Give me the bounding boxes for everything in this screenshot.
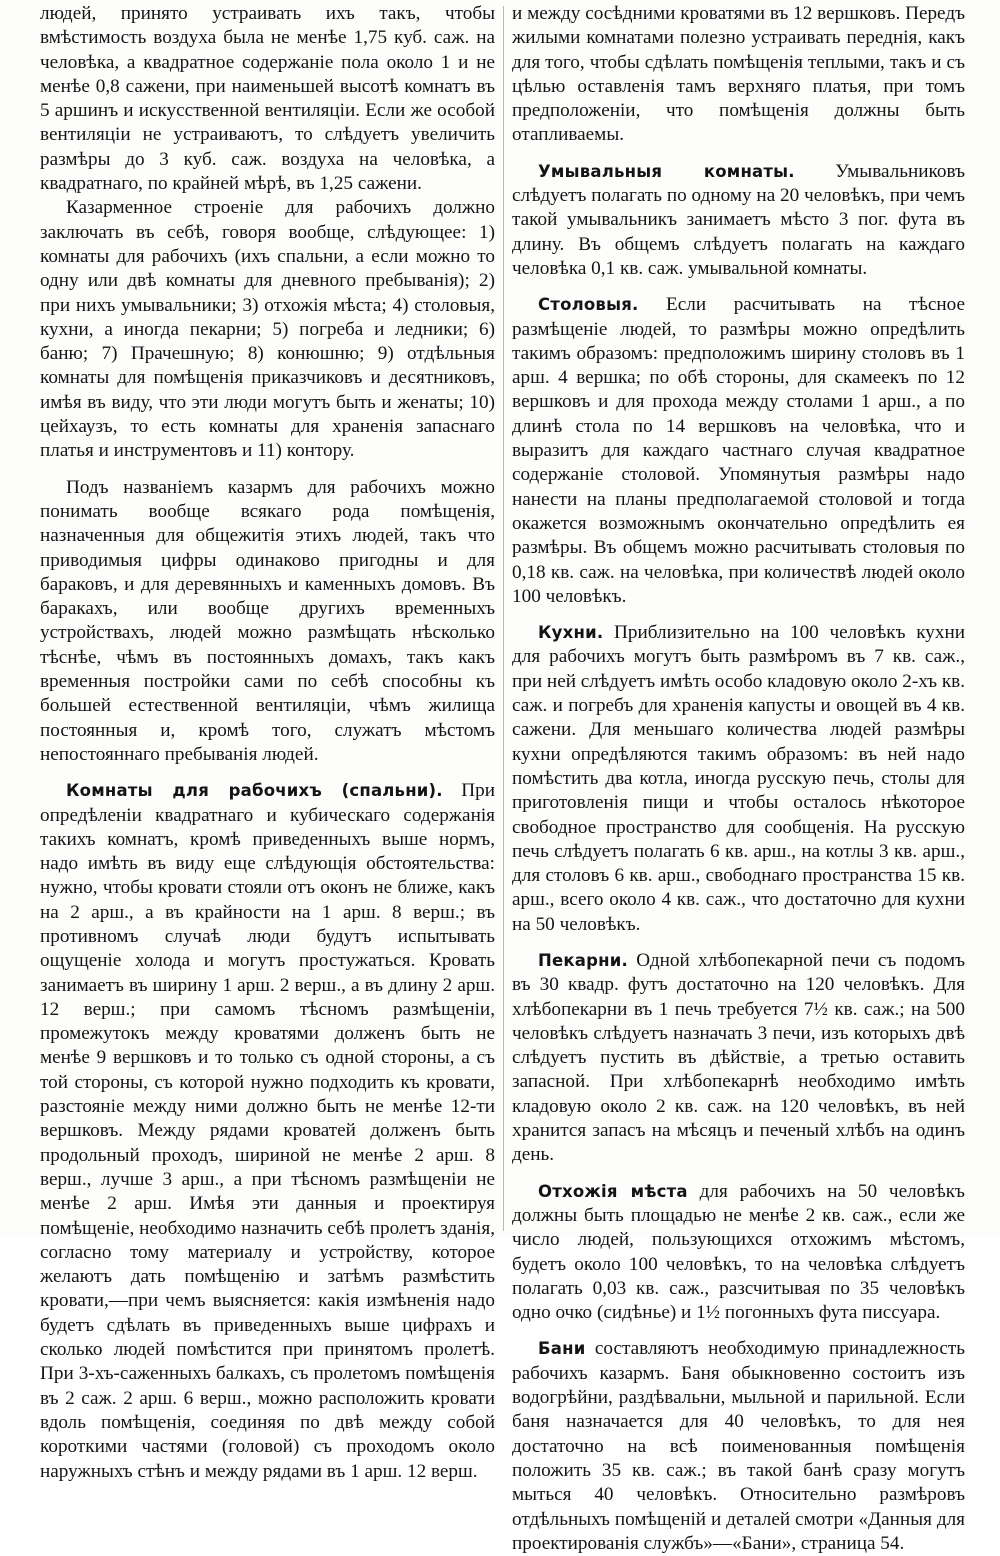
text-kitchens: Приблизительно на 100 человѣкъ кухни для рабочихъ могутъ быть размѣромъ въ 7 кв. саж., при ней слѣдуетъ имѣть особо кладовую около 2-хъ кв. саж. и погребъ для храненія капусты и овощей въ 4 кв. сажени. Для меньшаго количества людей размѣры кухни опредѣляются такимъ образомъ: въ ней надо помѣстить два котла, иногда русскую печь, столы для приготовленія пищи и чтобы осталось нѣкоторое свободное пространство для сообщенія. На русскую печь слѣдуетъ полагать 6 кв. арш., на котлы 3 кв. арш., для столовъ 6 кв. арш., свободнаго пространства 15 кв. арш., всего около 4 кв. саж., что достаточно для кухни на 50 человѣкъ. <box>512 622 965 935</box>
text-latrines: для рабочихъ на 50 человѣкъ должны быть площадью не менѣе 2 кв. саж., если же число людей, пользующихся отхожимъ мѣстомъ, будетъ около 100 человѣкъ, то на человѣка слѣдуетъ полагать 0,03 кв. саж., разсчитывая по 35 человѣкъ одно очко (сидѣнье) и 1½ погонныхъ фута писсуара. <box>512 1180 965 1324</box>
paragraph-barracks-definition: Подъ названіемъ казармъ для рабочихъ можно понимать вообще всякаго рода помѣщенія, назначенныя для общежитія этихъ людей, такъ что приводимыя цифры одинаково пригодны и для бараковъ, и для деревянныхъ и каменныхъ домовъ. Въ баракахъ, или вообще другихъ временныхъ устройствахъ, людей можно размѣщать нѣсколько тѣснѣе, чѣмъ въ постоянныхъ домахъ, такъ какъ временныя постройки сами по себѣ способны къ большей естественной вентиляціи, чѣмъ жилища постоянныя и, кромѣ того, служатъ мѣстомъ непостояннаго пребыванія людей. <box>40 476 495 765</box>
heading-bathhouses: Бани <box>538 1339 586 1359</box>
column-divider <box>503 6 504 1231</box>
paragraph-bathhouses <box>512 1337 965 1556</box>
heading-latrines: Отхожія мѣста <box>538 1181 688 1201</box>
left-column <box>40 2 495 1484</box>
heading-dining-rooms: Столовыя. <box>538 295 639 315</box>
right-column <box>512 2 965 1556</box>
paragraph-bakeries <box>512 949 965 1168</box>
paragraph-latrines <box>512 1180 965 1326</box>
paragraph-kitchens <box>512 621 965 937</box>
paragraph-dining-rooms <box>512 293 965 609</box>
paragraph-washrooms <box>512 160 965 281</box>
text-washrooms: Умывальниковъ слѣдуетъ полагать по одному на 20 человѣкъ, при чемъ такой умывальникъ занимаетъ мѣсто 3 пог. фута въ длину. Въ общемъ слѣдуетъ полагать на каждаго человѣка 0,1 кв. саж. умывальной комнаты. <box>512 160 965 279</box>
text-bakeries: Одной хлѣбопекарной печи съ подомъ въ 30 квадр. футъ достаточно на 120 человѣкъ. Для хлѣбопекарни въ 1 печь требуется 7½ кв. саж.; на 500 человѣкъ слѣдуетъ назначать 3 печи, изъ которыхъ двѣ слѣдуетъ пустить въ дѣйствіе, а третью оставить запасной. При хлѣбопекарнѣ необходимо имѣть кладовую около 2 кв. саж. на 120 человѣкъ, въ ней хранится запасъ на мѣсяцъ и печеный хлѣбъ на одинъ день. <box>512 949 965 1166</box>
paragraph-barracks-composition: Казарменное строеніе для рабочихъ должно заключать въ себѣ, говоря вообще, слѣдующее: 1) комнаты для рабочихъ (ихъ спальни, а если можно то одну или двѣ комнаты для дневного пребыванія); 2) при нихъ умывальники; 3) отхожія мѣста; 4) столовыя, кухни, а иногда пекарни; 5) погреба и ледники; 6) баню; 7) Прачешную; 8) конюшню; 9) отдѣльныя комнаты для помѣщенія приказчиковъ и десятниковъ, имѣя въ виду, что эти люди могутъ быть и женаты; 10) цейхаузъ, то есть комнаты для храненія запаснаго платья и инструментовъ и 11) контору. <box>40 197 495 462</box>
text-bathhouses: составляютъ необходимую принадлежность рабочихъ казармъ. Баня обыкновенно состоитъ изъ водогрѣйни, раздѣвальни, мыльной и парильной. Если баня назначается для 40 человѣкъ, то для нея достаточно на всѣ поименованныя помѣщенія положить 35 кв. саж.; въ такой банѣ сразу могутъ мыться 40 человѣкъ. Относительно размѣровъ отдѣльныхъ помѣщеній и деталей смотри «Данныя для проектированія службъ»—«Бани», страница 54. <box>512 1338 965 1554</box>
text-dining-rooms: Если расчитывать на тѣсное размѣщеніе людей, то размѣры можно опредѣлить такимъ образомъ: предположимъ ширину столовъ въ 1 арш. 4 вершка; по обѣ стороны, для скамеекъ по 12 вершковъ и для прохода между столами 1 арш., а по длинѣ стола по 14 вершковъ на человѣка, что и выразитъ для каждаго частнаго случая квадратное содержаніе столовой. Упомянутыя размѣры надо нанести на планы предполагаемой столовой и тогда окажется возможнымъ окончательно опредѣлить ея размѣры. Въ общемъ можно расчитывать столовыя по 0,18 кв. саж. на человѣка, при количествѣ людей около 100 человѣкъ. <box>512 294 965 607</box>
heading-washrooms: Умывальныя комнаты. <box>538 161 795 181</box>
paragraph-anterooms: и между сосѣдними кроватями въ 12 вершковъ. Передъ жилыми комнатами полезно устраивать переднія, какъ для того, чтобы сдѣлать помѣщенія теплыми, такъ и съ цѣлью оставленія тамъ верхняго платья, при томъ предположеніи, что помѣщенія должны быть отапливаемы. <box>512 3 965 146</box>
paragraph-air-volume: людей, принято устраивать ихъ такъ, чтобы вмѣстимость воздуха была не менѣе 1,75 куб. саж. на человѣка, а квадратное содержаніе пола около 1 и не менѣе 0,8 сажени, при наименьшей высотѣ комнатъ въ 5 аршинъ и искусственной вентиляціи. Если же особой вентиляціи не устраиваютъ, то слѣдуетъ увеличить размѣры до 3 куб. саж. воздуха на человѣка, а квадратнаго, по крайней мѣрѣ, въ 1,25 сажени. <box>40 3 495 195</box>
heading-kitchens: Кухни. <box>538 623 604 643</box>
heading-bakeries: Пекарни. <box>538 950 628 970</box>
text-sleeping-rooms: При опредѣленіи квадратнаго и кубическаго содержанія такихъ комнатъ, кромѣ приведенныхъ выше нормъ, надо имѣть въ виду еще слѣдующія обстоятельства: нужно, чтобы кровати стояли отъ оконъ не ближе, какъ на 2 арш., а въ крайности на 1 арш. 8 верш.; въ противномъ случаѣ люди будутъ испытывать ощущеніе холода и могутъ простужаться. Кровать занимаетъ въ ширину 1 арш. 2 верш., а въ длину 2 арш. 12 верш.; при самомъ тѣсномъ размѣщеніи, промежутокъ между кроватями долженъ быть не менѣе 9 вершковъ и то только съ одной стороны, а съ той стороны, съ которой нужно подходить къ кровати, разстояніе между ними должно быть не менѣе 12-ти вершковъ. Между рядами кроватей долженъ быть продольный проходъ, шириной не менѣе 2 арш. 8 верш., лучше 3 арш., а при тѣсномъ размѣщеніи не менѣе 2 арш. Имѣя эти данныя и проектируя помѣщеніе, необходимо назначить себѣ пролетъ зданія, согласно тому материалу и устройству, которое желаютъ дать помѣщенію и затѣмъ размѣстить кровати,—при чемъ выясняется: какія измѣненія надо будетъ сдѣлать въ приведенныхъ выше цифрахъ и сколько людей помѣстится при принятомъ пролетѣ. При 3-хъ-саженныхъ балкахъ, съ пролетомъ помѣщенія въ 2 саж. 2 арш. 6 верш., можно расположить кровати вдоль помѣщенія, соединяя по двѣ между собой короткими частями (головой) съ проходомъ около наружныхъ стѣнъ и между рядами въ 1 арш. 12 верш. <box>40 780 495 1482</box>
heading-sleeping-rooms: Комнаты для рабочихъ (спальни). <box>66 781 443 801</box>
paragraph-sleeping-rooms <box>40 779 495 1484</box>
